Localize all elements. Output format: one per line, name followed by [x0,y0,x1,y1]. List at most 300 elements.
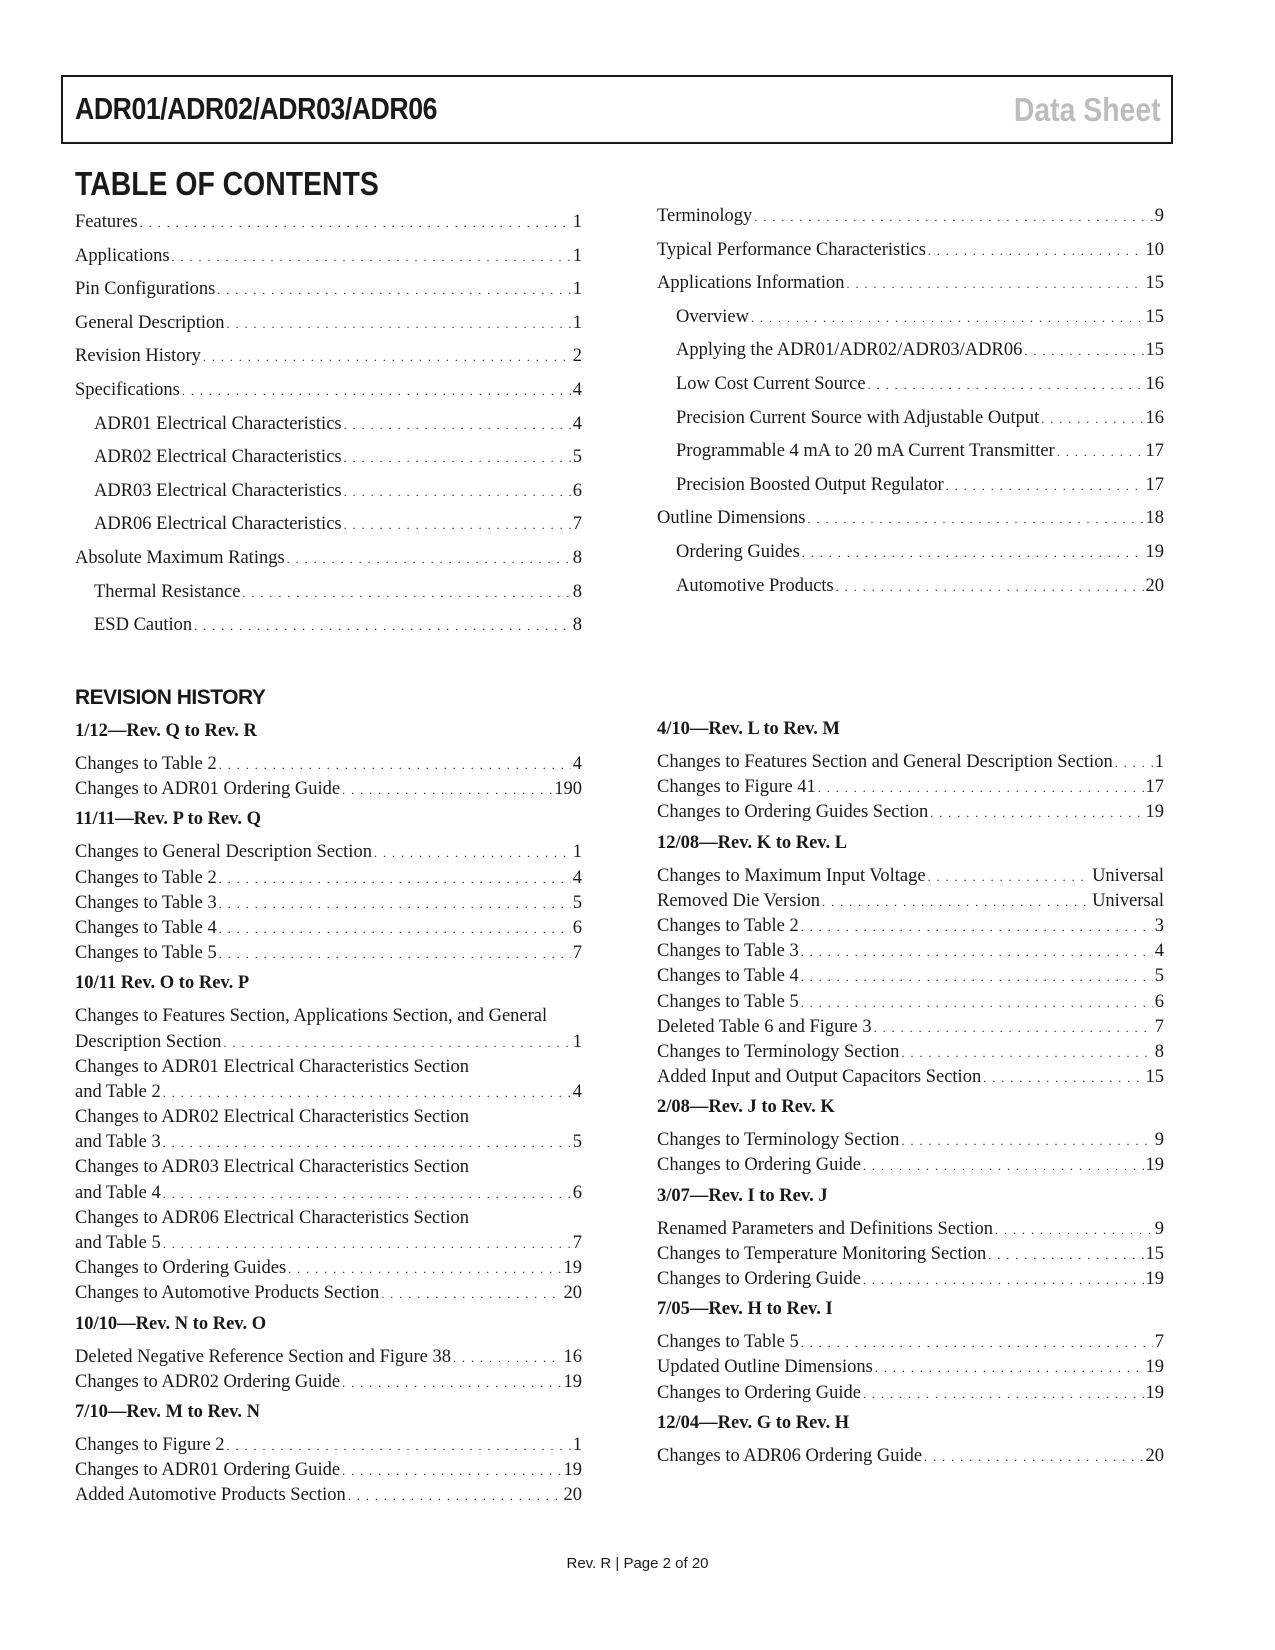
revision-entry-row [657,964,1164,989]
toc-entry[interactable] [75,380,582,414]
revision-entry [75,1281,582,1306]
toc-entry-label[interactable]: Revision History [75,346,201,367]
toc-entry-label[interactable]: Applications [75,245,170,266]
revision-entry [657,990,1164,1015]
revision-entry-page: 1 [572,842,582,863]
dot-leader [287,552,571,567]
dot-leader [344,485,571,500]
revision-entry [657,1153,1164,1178]
dot-leader [801,940,1153,965]
revision-entry-text: and Table 2 [75,1081,161,1102]
revision-entry-row [657,1015,1164,1040]
revision-entry-line: Changes to ADR06 Electrical Characteristics Section [75,1207,470,1228]
toc-entry-page[interactable]: 8 [572,581,582,602]
revision-entry-page: 3 [1154,915,1164,936]
toc-entry-label[interactable]: Thermal Resistance [94,581,241,602]
revision-entry-page: 9 [1154,1130,1164,1151]
revision-section [75,1399,582,1509]
toc-entry[interactable] [657,475,1164,509]
revision-entry-page: 17 [1145,777,1164,798]
revision-entry-text: Changes to ADR06 Ordering Guide [657,1445,923,1466]
dot-leader [219,917,571,942]
revision-entry-text: Changes to Maximum Input Voltage [657,865,926,886]
revision-section-title: 10/10—Rev. N to Rev. O [75,1313,267,1334]
toc-entry-page[interactable]: 7 [572,514,582,535]
revision-entry-row [75,1281,582,1306]
toc-entry-page[interactable]: 1 [572,312,582,333]
dot-leader [818,776,1144,801]
revision-entry-text: Description Section [75,1031,222,1052]
dot-leader [163,1232,571,1257]
revision-entry-row [75,941,582,966]
revision-entry-page: 20 [1145,1445,1164,1466]
revision-entry [75,1256,582,1281]
revision-entry [75,1055,582,1105]
revision-entry-text: Deleted Negative Reference Section and Figure 38 [75,1346,452,1367]
document-header [61,75,1173,144]
dot-leader [754,210,1152,225]
dot-leader [1057,445,1144,460]
revision-entry-page: 1 [1154,752,1164,772]
toc-entry-page[interactable]: 18 [1145,508,1164,529]
dot-leader [988,1243,1143,1268]
revision-entry-text: Changes to Table 4 [75,917,217,938]
revision-entry-page: 4 [1154,941,1164,962]
revision-entry-row [75,1370,582,1395]
revision-entry-text: Updated Outline Dimensions [657,1357,873,1378]
revision-entry-page: 16 [563,1346,582,1367]
dot-leader [751,311,1144,326]
revision-entry-text: Changes to Figure 41 [657,777,816,798]
revision-entry-row [657,1128,1164,1153]
dot-leader [217,283,570,298]
revision-history-right-column [657,716,1164,1473]
revision-entry-page: 1 [572,1031,582,1052]
revision-entry-page: 4 [572,867,582,888]
dot-leader [863,1268,1144,1293]
revision-entry-page: 4 [572,754,582,774]
revision-entry-page: 15 [1145,1243,1164,1264]
revision-entry-line: Changes to Features Section, Applications Section, and General [75,1006,548,1027]
dot-leader [163,1182,571,1207]
toc-entry-label[interactable]: Terminology [657,206,753,226]
revision-entry [75,1004,582,1054]
revision-section [75,970,582,1306]
revision-entry-text: Changes to Temperature Monitoring Section [657,1243,987,1264]
dot-leader [342,778,552,803]
toc-entry[interactable] [657,408,1164,442]
revision-section [657,1183,1164,1293]
dot-leader [983,1066,1143,1091]
revision-entry-text: and Table 3 [75,1132,161,1153]
dot-leader [219,892,571,917]
revision-entry-text: and Table 5 [75,1233,161,1253]
revision-entry-row [657,1217,1164,1242]
revision-entry-page: 5 [1154,966,1164,987]
document-type-label: Data Sheet [1014,91,1161,128]
toc-entry[interactable] [75,313,582,347]
toc-entry[interactable] [75,414,582,448]
toc-entry-page[interactable]: 9 [1154,206,1164,226]
revision-entry-text: Changes to Table 4 [657,966,799,987]
revision-entry-page: 19 [1145,802,1164,823]
revision-entry [657,1065,1164,1090]
revision-entry [657,1242,1164,1267]
revision-entry-row [75,866,582,891]
toc-entry[interactable] [657,542,1164,576]
revision-entry-row [75,1030,582,1055]
revision-entry-page: 5 [572,1132,582,1153]
revision-entry-page: 5 [572,892,582,913]
toc-entry-page[interactable]: 5 [572,447,582,468]
revision-section [75,718,582,802]
revision-entry-text: Added Automotive Products Section [75,1485,346,1506]
toc-right-column [657,206,1164,609]
revision-entry-row [75,1181,582,1206]
revision-entry-row [75,891,582,916]
toc-entry-page[interactable]: 8 [572,547,582,568]
revision-entry-text: Changes to Ordering Guide [657,1155,861,1176]
revision-entry [657,864,1164,889]
toc-entry-page[interactable]: 20 [1145,575,1164,596]
toc-entry-page[interactable]: 8 [572,615,582,636]
toc-entry-label[interactable]: Features [75,212,138,232]
revision-entry [75,777,582,802]
dot-leader [163,1081,571,1106]
revision-entry-page: 7 [1154,1016,1164,1037]
revision-entry-row [657,889,1164,914]
revision-section-title: 10/11 Rev. O to Rev. P [75,973,250,994]
revision-entry-page: 7 [572,1233,582,1253]
revision-entry-row [657,1355,1164,1380]
revision-entry-text: Changes to Table 3 [657,941,799,962]
toc-entry-page[interactable]: 1 [572,245,582,266]
toc-entry-page[interactable]: 19 [1145,541,1164,562]
toc-entry-label[interactable]: Precision Current Source with Adjustable Output [676,407,1040,428]
toc-entry-page[interactable]: 1 [572,279,582,300]
toc-entry-page[interactable]: 2 [572,346,582,367]
revision-history-heading: REVISION HISTORY [75,686,266,709]
toc-entry-page[interactable]: 6 [572,480,582,501]
revision-section [75,806,582,966]
dot-leader [1041,412,1143,427]
toc-entry-label[interactable]: Pin Configurations [75,279,216,300]
revision-entry [657,1128,1164,1153]
revision-entry [657,939,1164,964]
revision-entry [657,1330,1164,1355]
dot-leader [863,1154,1144,1179]
revision-entry-text: Changes to Table 2 [75,867,217,888]
toc-entry[interactable] [657,508,1164,542]
revision-entry [75,840,582,865]
dot-leader [868,378,1144,393]
toc-entry[interactable] [75,514,582,548]
revision-section-title: 7/10—Rev. M to Rev. N [75,1401,260,1422]
revision-entry-text: Removed Die Version [657,890,821,911]
revision-entry-page: 1 [572,1434,582,1455]
revision-entry-text: Changes to General Description Section [75,842,372,863]
toc-entry[interactable] [657,441,1164,475]
revision-entry-page: 19 [563,1258,582,1279]
revision-entry-row [657,864,1164,889]
dot-leader [242,586,570,601]
toc-entry[interactable] [75,447,582,481]
revision-entry-text: Changes to ADR02 Ordering Guide [75,1371,341,1392]
revision-entry-row [657,750,1164,775]
toc-entry-label[interactable]: Precision Boosted Output Regulator [676,474,944,495]
revision-entry-page: 19 [563,1371,582,1392]
revision-entry [657,889,1164,914]
toc-entry-label[interactable]: Programmable 4 mA to 20 mA Current Transmitter [676,441,1055,462]
toc-entry-label[interactable]: Applying the ADR01/ADR02/ADR03/ADR06 [676,340,1023,361]
toc-left-column [75,212,582,649]
toc-entry-page[interactable]: 16 [1145,407,1164,428]
revision-entry [657,1217,1164,1242]
dot-leader [342,1371,561,1396]
dot-leader [344,418,571,433]
revision-entry-row [75,1483,582,1508]
toc-entry-label[interactable]: ADR02 Electrical Characteristics [94,447,342,468]
dot-leader [875,1356,1144,1381]
revision-entry-row [657,800,1164,825]
revision-entry-page: 7 [572,943,582,964]
revision-entry-text: Changes to Figure 2 [75,1434,225,1455]
toc-entry-page[interactable]: 16 [1145,373,1164,394]
revision-entry-text: Changes to Table 2 [75,754,217,774]
revision-entry-page: 190 [554,779,582,800]
toc-entry-label[interactable]: Automotive Products [676,575,834,596]
dot-leader [822,890,1090,915]
revision-entry-row [657,1267,1164,1292]
revision-section [75,1311,582,1395]
dot-leader [344,451,571,466]
revision-entry-row [657,1444,1164,1469]
revision-entry-page: 6 [572,917,582,938]
revision-entry-text: Changes to Ordering Guides [75,1258,287,1279]
toc-entry[interactable] [657,374,1164,408]
revision-entry-text: Changes to Table 5 [657,991,799,1012]
revision-entry-row [657,1153,1164,1178]
dot-leader [219,753,571,778]
dot-leader [808,512,1144,527]
dot-leader [163,1131,571,1156]
revision-entry-row [75,1231,582,1256]
toc-entry-label[interactable]: ADR03 Electrical Characteristics [94,480,342,501]
toc-entry-label[interactable]: Overview [676,306,749,327]
toc-heading: TABLE OF CONTENTS [75,165,379,202]
revision-entry-page: 20 [563,1283,582,1304]
revision-entry-text: Changes to ADR01 Ordering Guide [75,779,341,800]
dot-leader [219,942,571,967]
dot-leader [342,1459,561,1484]
toc-entry-page[interactable]: 17 [1145,474,1164,495]
revision-entry [75,866,582,891]
revision-entry [75,1433,582,1458]
dot-leader [223,1031,570,1056]
toc-entry-page[interactable]: 17 [1145,441,1164,462]
revision-entry-line: Changes to ADR03 Electrical Characteristics Section [75,1157,470,1178]
revision-entry [657,800,1164,825]
toc-entry[interactable] [75,212,582,246]
revision-entry-text: Changes to Features Section and General Description Section [657,752,1113,772]
dot-leader [995,1218,1153,1243]
dot-leader [928,244,1144,259]
revision-section-title: 12/08—Rev. K to Rev. L [657,832,848,853]
dot-leader [847,277,1144,292]
dot-leader [863,1382,1144,1407]
dot-leader [344,518,571,533]
revision-entry [75,1458,582,1483]
toc-entry[interactable] [657,206,1164,240]
toc-entry-label[interactable]: Absolute Maximum Ratings [75,547,285,568]
revision-section [657,830,1164,1091]
toc-entry-label[interactable]: Ordering Guides [676,541,800,562]
dot-leader [1024,344,1143,359]
dot-leader [1115,751,1153,776]
dot-leader [801,965,1153,990]
dot-leader [140,216,571,231]
revision-entry [657,964,1164,989]
revision-entry-page: 6 [1154,991,1164,1012]
dot-leader [182,384,571,399]
revision-entry [75,1483,582,1508]
toc-entry-page[interactable]: 1 [572,212,582,232]
revision-entry-page: 20 [563,1485,582,1506]
revision-section-title: 4/10—Rev. L to Rev. M [657,719,840,739]
revision-entry-row [75,777,582,802]
revision-entry-row [75,1256,582,1281]
toc-entry-label[interactable]: Applications Information [657,273,845,294]
revision-entry-text: Changes to Ordering Guides Section [657,802,929,823]
revision-entry-row [75,840,582,865]
revision-entry [657,914,1164,939]
revision-entry-line: Changes to ADR02 Electrical Characteristics Section [75,1107,470,1128]
revision-entry [75,752,582,777]
toc-entry[interactable] [657,340,1164,374]
toc-entry-label[interactable]: ADR01 Electrical Characteristics [94,413,342,434]
dot-leader [901,1129,1152,1154]
toc-entry-label[interactable]: Outline Dimensions [657,508,806,529]
revision-entry-row [75,1130,582,1155]
dot-leader [374,841,571,866]
revision-section-title: 1/12—Rev. Q to Rev. R [75,721,257,741]
revision-section-title: 7/05—Rev. H to Rev. I [657,1299,833,1320]
revision-entry-text: Renamed Parameters and Definitions Section [657,1218,993,1239]
revision-history-left-column [75,718,582,1513]
toc-entry[interactable] [75,548,582,582]
revision-entry-row [75,916,582,941]
dot-leader [348,1484,562,1509]
toc-entry-label[interactable]: Specifications [75,379,180,400]
toc-entry-page[interactable]: 15 [1145,306,1164,327]
revision-entry-page: Universal [1092,890,1164,911]
page-footer: Rev. R | Page 2 of 20 [566,1555,709,1572]
revision-entry-page: 19 [1145,1357,1164,1378]
toc-entry[interactable] [657,273,1164,307]
revision-entry-page: 15 [1145,1067,1164,1088]
revision-entry-text: Changes to Table 2 [657,915,799,936]
toc-entry-page[interactable]: 15 [1145,340,1164,361]
toc-entry-page[interactable]: 4 [572,413,582,434]
dot-leader [226,317,570,332]
revision-entry-text: Changes to Ordering Guide [657,1382,861,1403]
toc-entry[interactable] [657,240,1164,274]
toc-entry[interactable] [657,576,1164,610]
toc-entry[interactable] [75,246,582,280]
revision-entry-row [75,752,582,777]
toc-entry-page[interactable]: 10 [1145,239,1164,260]
revision-entry [75,916,582,941]
revision-entry-row [657,1040,1164,1065]
revision-entry [75,891,582,916]
toc-entry[interactable] [75,346,582,380]
revision-entry [657,1267,1164,1292]
toc-entry[interactable] [657,307,1164,341]
dot-leader [194,619,571,634]
revision-section-title: 11/11—Rev. P to Rev. Q [75,809,262,830]
revision-entry-row [657,939,1164,964]
dot-leader [836,580,1144,595]
toc-entry-label[interactable]: General Description [75,312,225,333]
revision-entry-page: 19 [1145,1269,1164,1289]
revision-entry-row [657,914,1164,939]
revision-entry [75,1105,582,1155]
revision-section [657,1410,1164,1469]
revision-entry-text: Changes to Table 5 [75,943,217,964]
revision-entry-text: and Table 4 [75,1182,161,1203]
dot-leader [930,801,1143,826]
dot-leader [801,1331,1153,1356]
dot-leader [924,1445,1143,1470]
revision-entry-page: 6 [572,1182,582,1203]
revision-entry-row [657,1065,1164,1090]
revision-entry-row [75,1080,582,1105]
toc-entry[interactable] [75,481,582,515]
revision-entry [75,1345,582,1370]
toc-entry-page[interactable]: 15 [1145,273,1164,294]
revision-section-title: 12/04—Rev. G to Rev. H [657,1412,850,1433]
revision-entry-text: Deleted Table 6 and Figure 3 [657,1016,872,1037]
revision-entry-row [75,1433,582,1458]
revision-entry [657,1355,1164,1380]
revision-entry-page: 19 [1145,1155,1164,1176]
revision-entry [657,1444,1164,1469]
revision-entry-page: 4 [572,1081,582,1102]
dot-leader [219,867,571,892]
dot-leader [946,479,1144,494]
revision-entry-row [657,1242,1164,1267]
dot-leader [901,1041,1152,1066]
toc-entry-label[interactable]: ESD Caution [94,615,193,636]
revision-entry-page: 9 [1154,1218,1164,1239]
dot-leader [203,350,571,365]
revision-entry [75,1155,582,1205]
toc-entry-page[interactable]: 4 [572,379,582,400]
revision-section-title: 3/07—Rev. I to Rev. J [657,1185,828,1206]
toc-entry[interactable] [75,279,582,313]
revision-entry-text: Changes to Table 5 [657,1332,799,1353]
dot-leader [801,915,1153,940]
toc-entry[interactable] [75,615,582,649]
toc-entry-label[interactable]: Low Cost Current Source [676,373,866,394]
toc-entry-label[interactable]: Typical Performance Characteristics [657,239,926,260]
revision-entry-text: Changes to ADR01 Ordering Guide [75,1460,341,1481]
dot-leader [381,1282,561,1307]
revision-entry [657,1015,1164,1040]
toc-entry[interactable] [75,582,582,616]
toc-entry-label[interactable]: ADR06 Electrical Characteristics [94,514,342,535]
dot-leader [227,1434,571,1459]
